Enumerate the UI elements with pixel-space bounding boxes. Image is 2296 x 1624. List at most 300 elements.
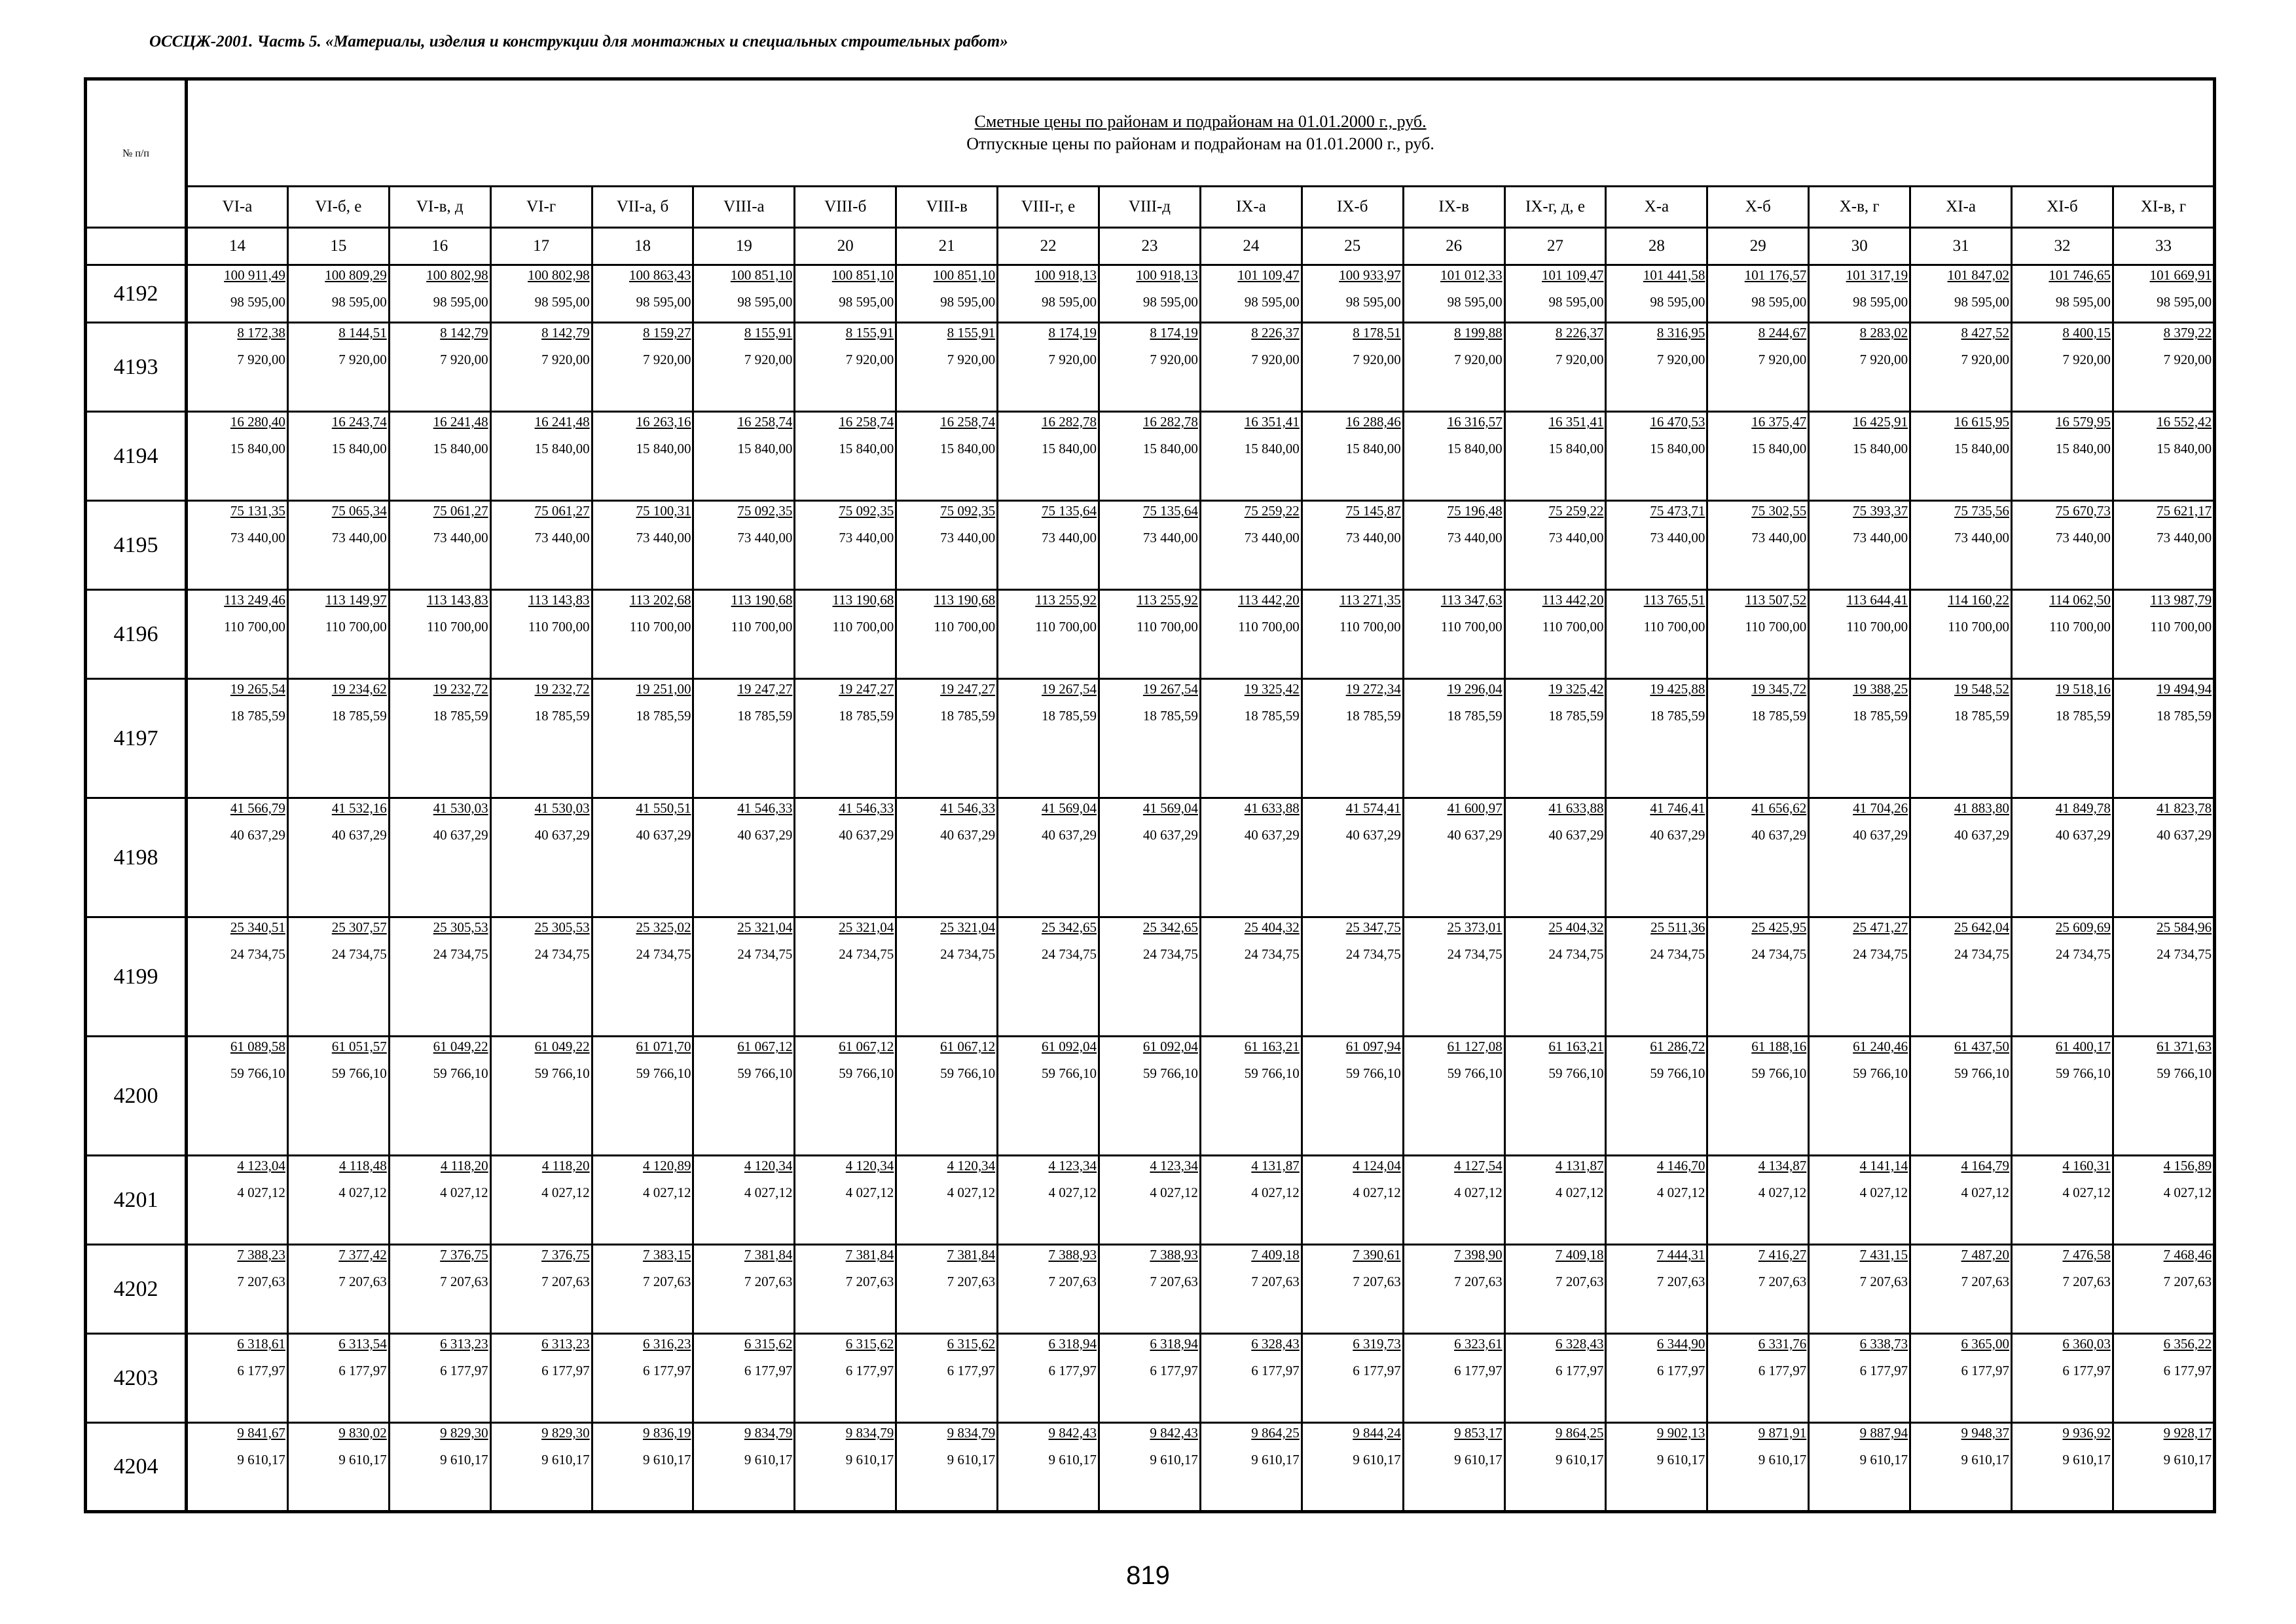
price-cell xyxy=(187,412,288,501)
release-price: 59 766,10 xyxy=(2157,1065,2212,1081)
release-price: 98 595,00 xyxy=(1751,294,1807,310)
release-price: 4 027,12 xyxy=(338,1185,387,1200)
release-price: 9 610,17 xyxy=(1859,1452,1908,1467)
estimate-price: 61 400,17 xyxy=(2055,1039,2111,1054)
release-price: 9 610,17 xyxy=(1656,1452,1705,1467)
table-row xyxy=(86,412,2215,501)
estimate-price: 61 071,70 xyxy=(636,1039,691,1054)
release-price: 18 785,59 xyxy=(1447,708,1503,724)
estimate-price: 16 241,48 xyxy=(433,414,488,430)
price-cell xyxy=(1403,590,1504,679)
price-cell xyxy=(187,917,288,1037)
estimate-price: 6 319,73 xyxy=(1353,1336,1401,1352)
release-price: 15 840,00 xyxy=(230,441,285,456)
release-price: 7 207,63 xyxy=(1251,1274,1300,1289)
price-cell xyxy=(592,917,693,1037)
price-cell xyxy=(1099,1245,1201,1334)
price-cell xyxy=(1302,412,1403,501)
release-price: 7 207,63 xyxy=(338,1274,387,1289)
estimate-price: 75 092,35 xyxy=(839,503,894,519)
price-cell xyxy=(1302,501,1403,590)
price-cell xyxy=(287,1334,389,1423)
price-cell xyxy=(1606,1334,1707,1423)
price-cell xyxy=(1707,323,1809,412)
price-cell xyxy=(795,265,896,323)
estimate-price: 8 244,67 xyxy=(1758,325,1807,341)
price-cell xyxy=(490,412,592,501)
release-price: 15 840,00 xyxy=(1345,441,1401,456)
estimate-price: 16 579,95 xyxy=(2055,414,2111,430)
estimate-price: 19 247,27 xyxy=(839,681,894,697)
estimate-price: 25 321,04 xyxy=(839,919,894,935)
release-price: 18 785,59 xyxy=(534,708,590,724)
estimate-price: 25 325,02 xyxy=(636,919,691,935)
price-cell xyxy=(998,412,1099,501)
estimate-price: 9 829,30 xyxy=(541,1425,590,1441)
estimate-price: 9 853,17 xyxy=(1454,1425,1503,1441)
release-price: 9 610,17 xyxy=(1961,1452,2010,1467)
price-cell xyxy=(1504,1156,1606,1245)
column-index: 33 xyxy=(2113,228,2214,265)
estimate-price: 113 190,68 xyxy=(832,592,894,608)
release-price: 59 766,10 xyxy=(737,1065,793,1081)
price-cell xyxy=(1809,679,1910,798)
price-cell xyxy=(1606,1423,1707,1512)
release-price: 18 785,59 xyxy=(636,708,691,724)
release-price: 98 595,00 xyxy=(1853,294,1908,310)
price-cell xyxy=(1403,917,1504,1037)
price-cell xyxy=(693,323,795,412)
release-price: 59 766,10 xyxy=(433,1065,488,1081)
release-price: 98 595,00 xyxy=(1345,294,1401,310)
release-price: 7 920,00 xyxy=(1454,352,1503,367)
release-price: 73 440,00 xyxy=(940,530,996,545)
estimate-price: 4 123,34 xyxy=(1150,1158,1198,1173)
price-cell xyxy=(1403,1245,1504,1334)
price-cell xyxy=(1707,1423,1809,1512)
estimate-price: 25 511,36 xyxy=(1650,919,1705,935)
release-price: 73 440,00 xyxy=(1042,530,1097,545)
estimate-price: 61 097,94 xyxy=(1345,1039,1401,1054)
estimate-price: 8 142,79 xyxy=(440,325,488,341)
estimate-price: 75 061,27 xyxy=(433,503,488,519)
price-cell xyxy=(1403,1037,1504,1156)
column-index: 31 xyxy=(1910,228,2012,265)
price-cell xyxy=(1707,679,1809,798)
price-cell xyxy=(187,1334,288,1423)
estimate-price: 7 376,75 xyxy=(541,1247,590,1263)
price-cell xyxy=(1200,1245,1302,1334)
price-cell xyxy=(1910,679,2012,798)
estimate-price: 19 265,54 xyxy=(230,681,285,697)
estimate-price: 100 802,98 xyxy=(528,267,590,283)
release-price: 18 785,59 xyxy=(1142,708,1198,724)
estimate-price: 7 390,61 xyxy=(1353,1247,1401,1263)
estimate-price: 113 271,35 xyxy=(1339,592,1401,608)
release-price: 6 177,97 xyxy=(1656,1363,1705,1378)
release-price: 7 920,00 xyxy=(1048,352,1097,367)
price-cell xyxy=(896,1156,998,1245)
price-cell xyxy=(1403,798,1504,917)
price-cell xyxy=(1302,323,1403,412)
price-cell xyxy=(795,1423,896,1512)
price-cell xyxy=(1099,501,1201,590)
estimate-price: 41 823,78 xyxy=(2157,800,2212,816)
region-header: X-б xyxy=(1707,187,1809,228)
price-cell xyxy=(389,1334,490,1423)
column-index: 27 xyxy=(1504,228,1606,265)
price-cell xyxy=(1809,590,1910,679)
price-cell xyxy=(592,1245,693,1334)
estimate-price: 25 340,51 xyxy=(230,919,285,935)
estimate-price: 4 146,70 xyxy=(1656,1158,1705,1173)
price-cell xyxy=(693,1037,795,1156)
price-cell xyxy=(1200,1423,1302,1512)
item-number: 4198 xyxy=(86,798,187,917)
price-cell xyxy=(1504,265,1606,323)
release-price: 9 610,17 xyxy=(947,1452,996,1467)
estimate-price: 8 379,22 xyxy=(2163,325,2212,341)
release-price: 18 785,59 xyxy=(2157,708,2212,724)
table-row xyxy=(86,1156,2215,1245)
price-cell xyxy=(1302,1245,1403,1334)
price-cell xyxy=(693,1334,795,1423)
price-cell xyxy=(490,265,592,323)
price-cell xyxy=(2113,1037,2214,1156)
estimate-price: 113 644,41 xyxy=(1846,592,1908,608)
price-cell xyxy=(592,590,693,679)
estimate-price: 61 049,22 xyxy=(534,1039,590,1054)
release-price: 9 610,17 xyxy=(1555,1452,1604,1467)
release-price: 98 595,00 xyxy=(1650,294,1705,310)
price-cell xyxy=(896,1037,998,1156)
estimate-price: 113 507,52 xyxy=(1745,592,1807,608)
price-cell xyxy=(2012,412,2113,501)
estimate-price: 9 936,92 xyxy=(2062,1425,2111,1441)
price-cell xyxy=(1099,265,1201,323)
estimate-price: 6 315,62 xyxy=(845,1336,894,1352)
estimate-price: 25 305,53 xyxy=(534,919,590,935)
price-cell xyxy=(490,590,592,679)
estimate-price: 16 258,74 xyxy=(737,414,793,430)
estimate-price: 7 388,93 xyxy=(1150,1247,1198,1263)
release-price: 59 766,10 xyxy=(230,1065,285,1081)
price-cell xyxy=(1606,1245,1707,1334)
estimate-price: 4 141,14 xyxy=(1859,1158,1908,1173)
estimate-price: 19 494,94 xyxy=(2157,681,2212,697)
price-cell xyxy=(1504,590,1606,679)
release-price: 59 766,10 xyxy=(331,1065,387,1081)
release-price: 40 637,29 xyxy=(534,827,590,843)
price-cell xyxy=(1302,798,1403,917)
release-price: 59 766,10 xyxy=(1042,1065,1097,1081)
estimate-price: 25 404,32 xyxy=(1244,919,1300,935)
release-price: 98 595,00 xyxy=(1142,294,1198,310)
estimate-price: 7 381,84 xyxy=(845,1247,894,1263)
release-price: 24 734,75 xyxy=(1751,946,1807,962)
release-price: 110 700,00 xyxy=(528,619,590,635)
price-cell xyxy=(1910,1245,2012,1334)
price-cell xyxy=(1910,265,2012,323)
estimate-price: 19 247,27 xyxy=(737,681,793,697)
release-price: 110 700,00 xyxy=(1948,619,2010,635)
release-price: 7 207,63 xyxy=(1048,1274,1097,1289)
estimate-price: 19 251,00 xyxy=(636,681,691,697)
estimate-price: 75 100,31 xyxy=(636,503,691,519)
region-header: VIII-г, е xyxy=(998,187,1099,228)
release-price: 6 177,97 xyxy=(338,1363,387,1378)
estimate-price: 100 851,10 xyxy=(933,267,996,283)
release-price: 18 785,59 xyxy=(1954,708,2010,724)
estimate-price: 61 286,72 xyxy=(1650,1039,1705,1054)
price-cell xyxy=(1809,1156,1910,1245)
region-header: X-в, г xyxy=(1809,187,1910,228)
release-price: 6 177,97 xyxy=(237,1363,285,1378)
estimate-price: 19 267,54 xyxy=(1142,681,1198,697)
release-price: 59 766,10 xyxy=(1853,1065,1908,1081)
estimate-price: 8 283,02 xyxy=(1859,325,1908,341)
estimate-price: 41 546,33 xyxy=(737,800,793,816)
price-cell xyxy=(490,1156,592,1245)
estimate-price: 8 159,27 xyxy=(642,325,691,341)
price-cell xyxy=(1403,1423,1504,1512)
price-cell xyxy=(1302,265,1403,323)
price-cell xyxy=(1302,1037,1403,1156)
price-cell xyxy=(998,1334,1099,1423)
estimate-price: 7 468,46 xyxy=(2163,1247,2212,1263)
release-price: 73 440,00 xyxy=(737,530,793,545)
release-price: 40 637,29 xyxy=(230,827,285,843)
estimate-price: 101 176,57 xyxy=(1744,267,1807,283)
release-price: 24 734,75 xyxy=(737,946,793,962)
estimate-price: 113 765,51 xyxy=(1643,592,1705,608)
estimate-price: 61 188,16 xyxy=(1751,1039,1807,1054)
price-cell xyxy=(2012,1156,2113,1245)
estimate-price: 7 388,23 xyxy=(237,1247,285,1263)
estimate-price: 4 120,34 xyxy=(947,1158,996,1173)
price-cell xyxy=(1504,1037,1606,1156)
estimate-price: 6 313,23 xyxy=(440,1336,488,1352)
price-cell xyxy=(998,590,1099,679)
estimate-price: 16 425,91 xyxy=(1853,414,1908,430)
release-price: 40 637,29 xyxy=(1548,827,1604,843)
release-price: 4 027,12 xyxy=(237,1185,285,1200)
estimate-price: 7 444,31 xyxy=(1656,1247,1705,1263)
price-cell xyxy=(1910,501,2012,590)
release-price: 15 840,00 xyxy=(2055,441,2111,456)
estimate-price: 7 476,58 xyxy=(2062,1247,2111,1263)
release-price: 4 027,12 xyxy=(1353,1185,1401,1200)
estimate-price: 61 163,21 xyxy=(1548,1039,1604,1054)
estimate-price: 41 569,04 xyxy=(1042,800,1097,816)
release-price: 59 766,10 xyxy=(2055,1065,2111,1081)
estimate-price: 9 836,19 xyxy=(642,1425,691,1441)
estimate-price: 75 670,73 xyxy=(2055,503,2111,519)
price-cell xyxy=(389,265,490,323)
release-price: 4 027,12 xyxy=(1251,1185,1300,1200)
item-number: 4202 xyxy=(86,1245,187,1334)
estimate-price: 75 473,71 xyxy=(1650,503,1705,519)
estimate-price: 16 288,46 xyxy=(1345,414,1401,430)
estimate-price: 9 887,94 xyxy=(1859,1425,1908,1441)
price-cell xyxy=(795,501,896,590)
release-price: 59 766,10 xyxy=(1954,1065,2010,1081)
table-row xyxy=(86,265,2215,323)
table-row xyxy=(86,1334,2215,1423)
release-price: 73 440,00 xyxy=(433,530,488,545)
price-cell xyxy=(1606,265,1707,323)
price-cell xyxy=(187,679,288,798)
estimate-price: 75 393,37 xyxy=(1853,503,1908,519)
estimate-price: 25 342,65 xyxy=(1042,919,1097,935)
estimate-price: 113 442,20 xyxy=(1238,592,1300,608)
release-price: 7 207,63 xyxy=(947,1274,996,1289)
release-price: 73 440,00 xyxy=(1650,530,1705,545)
price-cell xyxy=(187,590,288,679)
estimate-price: 25 321,04 xyxy=(737,919,793,935)
table-body xyxy=(86,79,2215,1512)
price-cell xyxy=(2012,323,2113,412)
release-price: 7 207,63 xyxy=(1758,1274,1807,1289)
release-price: 40 637,29 xyxy=(636,827,691,843)
release-price: 6 177,97 xyxy=(1454,1363,1503,1378)
release-price: 18 785,59 xyxy=(1244,708,1300,724)
estimate-price: 19 267,54 xyxy=(1042,681,1097,697)
price-cell xyxy=(1504,412,1606,501)
item-number: 4203 xyxy=(86,1334,187,1423)
price-cell xyxy=(2012,1423,2113,1512)
release-price: 73 440,00 xyxy=(2157,530,2212,545)
price-cell xyxy=(592,323,693,412)
price-cell xyxy=(1606,501,1707,590)
price-cell xyxy=(795,1334,896,1423)
release-price: 9 610,17 xyxy=(744,1452,793,1467)
table-row xyxy=(86,1423,2215,1512)
estimate-price: 101 109,47 xyxy=(1237,267,1300,283)
num-header: № п/п xyxy=(86,79,187,228)
price-caption xyxy=(187,79,2215,187)
release-price: 15 840,00 xyxy=(636,441,691,456)
price-cell xyxy=(490,1245,592,1334)
release-price: 110 700,00 xyxy=(731,619,793,635)
estimate-price: 8 199,88 xyxy=(1454,325,1503,341)
price-cell xyxy=(1200,590,1302,679)
release-price: 110 700,00 xyxy=(832,619,894,635)
price-cell xyxy=(795,917,896,1037)
price-cell xyxy=(795,590,896,679)
estimate-price: 61 092,04 xyxy=(1142,1039,1198,1054)
price-cell xyxy=(287,265,389,323)
release-price: 4 027,12 xyxy=(2163,1185,2212,1200)
release-price: 18 785,59 xyxy=(230,708,285,724)
price-cell xyxy=(389,590,490,679)
estimate-price: 25 471,27 xyxy=(1853,919,1908,935)
estimate-price: 7 388,93 xyxy=(1048,1247,1097,1263)
release-price: 7 920,00 xyxy=(947,352,996,367)
release-price: 110 700,00 xyxy=(1846,619,1908,635)
price-cell xyxy=(896,265,998,323)
column-index: 16 xyxy=(389,228,490,265)
estimate-price: 8 172,38 xyxy=(237,325,285,341)
estimate-price: 9 829,30 xyxy=(440,1425,488,1441)
estimate-price: 100 809,29 xyxy=(325,267,387,283)
release-price: 110 700,00 xyxy=(1440,619,1503,635)
release-price: 24 734,75 xyxy=(230,946,285,962)
estimate-price: 100 933,97 xyxy=(1339,267,1401,283)
page-number: 819 xyxy=(1126,1561,1170,1590)
estimate-price: 41 574,41 xyxy=(1345,800,1401,816)
release-price: 15 840,00 xyxy=(1548,441,1604,456)
release-price: 73 440,00 xyxy=(1244,530,1300,545)
price-cell xyxy=(795,412,896,501)
release-price: 40 637,29 xyxy=(1345,827,1401,843)
estimate-price: 7 381,84 xyxy=(744,1247,793,1263)
release-price: 18 785,59 xyxy=(839,708,894,724)
price-cell xyxy=(187,1037,288,1156)
estimate-price: 113 255,92 xyxy=(1035,592,1097,608)
estimate-price: 19 234,62 xyxy=(331,681,387,697)
release-price: 110 700,00 xyxy=(1643,619,1705,635)
item-number: 4194 xyxy=(86,412,187,501)
estimate-price: 113 149,97 xyxy=(325,592,387,608)
release-price: 73 440,00 xyxy=(1954,530,2010,545)
item-number: 4195 xyxy=(86,501,187,590)
release-price: 98 595,00 xyxy=(1042,294,1097,310)
estimate-price: 101 109,47 xyxy=(1541,267,1604,283)
estimate-price: 7 409,18 xyxy=(1251,1247,1300,1263)
price-cell xyxy=(795,1037,896,1156)
estimate-price: 16 351,41 xyxy=(1244,414,1300,430)
release-price: 6 177,97 xyxy=(1251,1363,1300,1378)
estimate-price: 61 371,63 xyxy=(2157,1039,2212,1054)
release-price: 73 440,00 xyxy=(1548,530,1604,545)
price-cell xyxy=(1504,917,1606,1037)
price-cell xyxy=(2113,1334,2214,1423)
estimate-price: 4 164,79 xyxy=(1961,1158,2010,1173)
price-cell xyxy=(1200,323,1302,412)
estimate-price: 61 437,50 xyxy=(1954,1039,2010,1054)
item-number: 4196 xyxy=(86,590,187,679)
release-price: 40 637,29 xyxy=(737,827,793,843)
price-cell xyxy=(389,323,490,412)
item-number: 4201 xyxy=(86,1156,187,1245)
release-price: 98 595,00 xyxy=(331,294,387,310)
price-cell xyxy=(389,798,490,917)
price-cell xyxy=(1200,1037,1302,1156)
release-price: 59 766,10 xyxy=(1548,1065,1604,1081)
price-cell xyxy=(795,1245,896,1334)
price-cell xyxy=(2113,917,2214,1037)
item-number: 4193 xyxy=(86,323,187,412)
price-cell xyxy=(1606,1156,1707,1245)
estimate-price: 61 067,12 xyxy=(940,1039,996,1054)
price-cell xyxy=(389,501,490,590)
release-price: 40 637,29 xyxy=(433,827,488,843)
release-price: 7 920,00 xyxy=(237,352,285,367)
release-price: 59 766,10 xyxy=(1345,1065,1401,1081)
price-cell xyxy=(592,1037,693,1156)
price-cell xyxy=(1200,501,1302,590)
release-price: 9 610,17 xyxy=(845,1452,894,1467)
release-price: 73 440,00 xyxy=(534,530,590,545)
estimate-price: 6 331,76 xyxy=(1758,1336,1807,1352)
release-price: 6 177,97 xyxy=(1961,1363,2010,1378)
estimate-price: 19 345,72 xyxy=(1751,681,1807,697)
estimate-price: 19 325,42 xyxy=(1548,681,1604,697)
release-price: 24 734,75 xyxy=(1042,946,1097,962)
region-header: XI-а xyxy=(1910,187,2012,228)
estimate-price: 25 307,57 xyxy=(331,919,387,935)
